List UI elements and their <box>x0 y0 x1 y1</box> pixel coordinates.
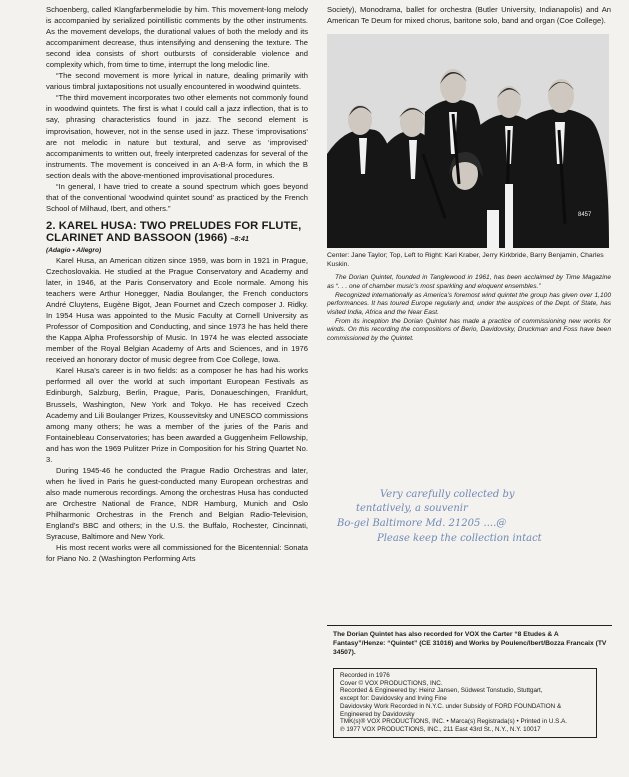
paragraph-husa-biography: Karel Husa, an American citizen since 1959, was born in 1921 in Prague, Czechoslovakia. He studied at the Prague Conservatory and Academy and later, in 1946, at the Paris Conservatory and Ecole normale. Among his teachers were Arthur Honegger, Nadia Boulanger, the French conductors André Cluytens, Eugène Bigot, Jean Fournet and Czech composer J. Ridky. In 1954 Husa was appointed to the Music Faculty at Cornell University as Professor of Composition and Conducting, and since 1973 he has held there the Kappa Alpha Professorship of Music. In 1974 he was elected associate member of the Royal Belgian Academy of Arts and Sciences, and in 1976 received an honorary doctor of music degree from Coe College, Iowa. <box>46 255 308 365</box>
credit-line: except for: Davidovsky and Irving Fine <box>340 695 447 703</box>
credit-line: Cover © VOX PRODUCTIONS, INC. <box>340 679 443 687</box>
credit-line: Engineered by Davidovsky <box>340 710 415 718</box>
credit-line: Recorded & Engineered by: Heinz Jansen, Südwest Tonstudio, Stuttgart, <box>340 687 543 695</box>
dorian-quintet-bio <box>327 274 611 344</box>
paragraph-sound-spectrum: “In general, I have tried to create a sound spectrum which goes beyond that of the conventional ‘woodwind quintet sound’ as practiced by the French School of Milhaud, Ibert, and others.” <box>46 181 308 213</box>
paragraph-husa-career: Karel Husa’s career is in two fields: as a composer he has had his works performed all over the world at such important European Festivals as Edinburgh, Salzburg, Berlin, Prague, Paris, Donaueschingen, Frankfurt, Brussels, Washington, New York and Tokyo. He has received Czech Academy and Lili Boulanger Prizes, Koussevitsky and UNESCO commissions among many others; he was a member of the juries of the Paris and Fontainebleau Conservatories; has been awarded a Guggenheim Fellowship, and has won the 1969 Pulitzer Prize in Composition for his String Quartet No. 3. <box>46 366 308 464</box>
handwriting-line-4: Please keep the collection intact <box>377 533 542 544</box>
heading-line-2: CLARINET AND BASSOON (1966) <box>46 232 228 245</box>
photo-code: 8457 <box>578 212 592 219</box>
paragraph-klangfarben: Schoenberg, called Klangfarbenmelodie by him. This movement-long melody is accompanied by serialized pointillistic comments by the other instruments. As the movement develops, the durational values of both the melody and its accompaniment decrease, thus intensifying and densening the texture. The second idea consists of short outbursts of considerable violence and complexity which, from time to time, interrupt the long melodic line. <box>46 5 308 70</box>
handwritten-note <box>337 487 577 557</box>
section-divider <box>327 625 612 626</box>
paragraph-husa-conducting: During 1945-46 he conducted the Prague Radio Orchestras and later, when he lived in Paris he guest-conducted many European orchestras and also made numerous recordings. Among the orchestras Husa has conducted are Orchestre National de France, NDR Hamburg, Munich and Oslo Philharmonic Orchestras in the French and Belgian Radio-Television, England’s BBC and others; in the U.S. the Buffalo, Rochester, Cincinnati, Syracuse, Baltimore and New York. <box>46 465 308 542</box>
handwriting-line-2: tentatively, a souvenir <box>356 503 468 514</box>
handwriting-line-1: Very carefully collected by <box>380 489 515 500</box>
section-heading-husa <box>46 220 308 247</box>
quintet-photo-illustration <box>327 34 609 248</box>
credit-line: Recorded in 1976 <box>340 672 390 679</box>
bio-paragraph-founding: The Dorian Quintet, founded in Tanglewood in 1961, has been acclaimed by Time Magazine as “. . . one of chamber music’s most sparkling and eloquent ensembles.” <box>327 274 611 290</box>
paragraph-second-movement: “The second movement is more lyrical in nature, dealing primarily with various timbral juxtapositions not usually encountered in woodwind quintets. <box>46 71 308 92</box>
left-column <box>46 4 308 564</box>
other-recordings-note: The Dorian Quintet has also recorded for VOX the Carter “8 Etudes & A Fantasy”/Henze: “Quintet” (CE 31016) and Works by Poulenc/Ibert/Bozza Francaix (TV 34507). <box>333 631 607 656</box>
bio-paragraph-commissions: From its inception the Dorian Quintet has made a practice of commissioning new works for winds. On this recording the compositions of Berio, Davidovsky, Druckman and Foss have been commissioned by the Quintet. <box>327 317 611 343</box>
handwriting-line-3: Bo-gel Baltimore Md. 21205 ....@ <box>337 518 507 529</box>
bio-paragraph-tours: Recognized internationally as America’s foremost wind quintet the group has given over 1,100 performances. It has toured Europe regularly and, under the auspices of the Dept. of State, has visited India, Africa and the Near East. <box>327 291 611 316</box>
photo-caption: Center: Jane Taylor; Top, Left to Right: Kari Kraber, Jerry Kirkbride, Barry Benjamin, Charles Kuskin. <box>327 252 604 269</box>
paragraph-third-movement: “The third movement incorporates two other elements not commonly found in woodwind quintets. The first is what I could call a jazz inflection, that is to say, phrasing characteristics found in jazz. The second element is improvisation, however, not in the sense used in jazz. These ‘improvisations’ are not melodic in nature but textural, and serve as ‘improvised’ accompaniments to written out, freely interpreted cadenzas for several of the instruments. The movement is conceived in an A-B-A form, in which the B section deals with the above-mentioned improvisational procedures. <box>46 93 308 180</box>
heading-line-1: 2. KAREL HUSA: TWO PRELUDES FOR FLUTE, <box>46 219 302 232</box>
credit-line: ℗ 1977 VOX PRODUCTIONS, INC., 211 East 43rd St., N.Y., N.Y. 10017 <box>340 725 541 733</box>
credit-line: TMK(s)® VOX PRODUCTIONS, INC. • Marca(s) Registrada(s) • Printed in U.S.A. <box>340 718 568 726</box>
tempo-markings: (Adagio • Allegro) <box>46 246 102 254</box>
paragraph-husa-works: Society), Monodrama, ballet for orchestra (Butler University, Indianapolis) and An American Te Deum for mixed chorus, baritone solo, band and organ (Coe College). <box>327 5 611 26</box>
duration-label: –8:41 <box>230 236 249 244</box>
right-column <box>327 4 611 344</box>
credit-line: Davidovsky Work Recorded in N.Y.C. under Subsidy of FORD FOUNDATION & <box>340 702 562 710</box>
paragraph-bicentennial: His most recent works were all commissioned for the Bicentennial: Sonata for Piano No. 2 (Washington Performing Arts <box>46 543 308 564</box>
quintet-photo <box>327 34 609 248</box>
recording-credits-box <box>333 668 597 738</box>
